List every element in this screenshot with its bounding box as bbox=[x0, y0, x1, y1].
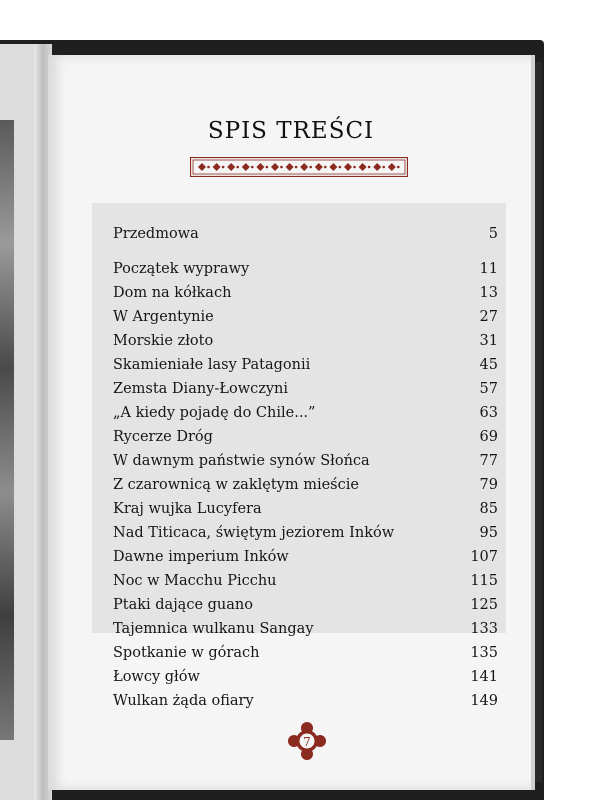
toc-entry-title: Przedmowa bbox=[113, 226, 199, 242]
toc-entry-title: Rycerze Dróg bbox=[113, 429, 213, 445]
toc-entry-page: 115 bbox=[470, 573, 498, 589]
toc-entry bbox=[113, 645, 498, 667]
toc-entry-title: Dawne imperium Inków bbox=[113, 549, 289, 565]
toc-entry bbox=[113, 333, 498, 355]
toc-entry-page: 69 bbox=[479, 429, 498, 445]
toc-entry bbox=[113, 309, 498, 331]
toc-entry-title: Kraj wujka Lucyfera bbox=[113, 501, 262, 517]
ornament-dot bbox=[266, 166, 269, 169]
ornament-motif bbox=[329, 163, 337, 171]
ornament-motif bbox=[227, 163, 235, 171]
toc-entry-title: Tajemnica wulkanu Sangay bbox=[113, 621, 314, 637]
toc-entry bbox=[113, 381, 498, 403]
toc-entry-title: Początek wyprawy bbox=[113, 261, 250, 277]
ornament-dot bbox=[222, 166, 225, 169]
emblem-digit: 7 bbox=[303, 735, 311, 749]
toc-entry-page: 135 bbox=[470, 645, 498, 661]
toc-entry-title: „A kiedy pojadę do Chile...” bbox=[113, 405, 316, 421]
toc-entry-page: 45 bbox=[479, 357, 498, 373]
toc-entry bbox=[113, 597, 498, 619]
toc-entry bbox=[113, 693, 498, 715]
toc-entry bbox=[113, 573, 498, 595]
toc-entry-title: Nad Titicaca, świętym jeziorem Inków bbox=[113, 525, 395, 541]
ornament-motif bbox=[300, 163, 308, 171]
toc-entry-page: 85 bbox=[479, 501, 498, 517]
toc-entry-title: Morskie złoto bbox=[113, 333, 214, 349]
toc-entry-page: 79 bbox=[479, 477, 498, 493]
ornament-dot bbox=[353, 166, 356, 169]
toc-entry-page: 27 bbox=[479, 309, 498, 325]
toc-entry-title: Łowcy głów bbox=[113, 669, 200, 685]
ornament-motif bbox=[213, 163, 221, 171]
toc-entry-title: W dawnym państwie synów Słońca bbox=[113, 453, 370, 469]
ornament-motif bbox=[344, 163, 352, 171]
toc-entry bbox=[113, 226, 498, 248]
toc-entry bbox=[113, 405, 498, 427]
ornament-motif bbox=[388, 163, 396, 171]
toc-entry-title: Wulkan żąda ofiary bbox=[113, 693, 254, 709]
ornament-motif bbox=[271, 163, 279, 171]
toc-entry-page: 13 bbox=[479, 285, 498, 301]
ornament-motif bbox=[359, 163, 367, 171]
toc-entry-page: 31 bbox=[479, 333, 498, 349]
toc-entry bbox=[113, 357, 498, 379]
ornament-dot bbox=[382, 166, 385, 169]
toc-entry-title: Zemsta Diany-Łowczyni bbox=[113, 381, 289, 397]
toc-entry-title: Ptaki dające guano bbox=[113, 597, 253, 613]
toc-entry bbox=[113, 621, 498, 643]
ornament-dot bbox=[295, 166, 298, 169]
ornament-dot bbox=[339, 166, 342, 169]
ornament-dot bbox=[207, 166, 210, 169]
left-page-photo bbox=[0, 120, 14, 740]
ornament-dot bbox=[397, 166, 400, 169]
toc-entry-page: 107 bbox=[470, 549, 498, 565]
ornament-motif bbox=[373, 163, 381, 171]
ornament-dot bbox=[251, 166, 254, 169]
toc-entry-page: 77 bbox=[479, 453, 498, 469]
ornament-dot bbox=[280, 166, 283, 169]
toc-entry-page: 57 bbox=[479, 381, 498, 397]
ornament-motif bbox=[242, 163, 250, 171]
toc-entry bbox=[113, 261, 498, 283]
book-spine bbox=[534, 62, 542, 782]
ornament-motif bbox=[286, 163, 294, 171]
toc-entry-page: 95 bbox=[479, 525, 498, 541]
ornament-dot bbox=[324, 166, 327, 169]
ornament-motif bbox=[198, 163, 206, 171]
toc-entry-page: 141 bbox=[470, 669, 498, 685]
decorative-border-ornament bbox=[190, 157, 408, 177]
toc-entry-title: Noc w Macchu Picchu bbox=[113, 573, 277, 589]
toc-entry bbox=[113, 429, 498, 451]
toc-entry-title: Dom na kółkach bbox=[113, 285, 232, 301]
toc-entry bbox=[113, 501, 498, 523]
toc-entry-title: Z czarownicą w zaklętym mieście bbox=[113, 477, 359, 493]
toc-entry-page: 133 bbox=[470, 621, 498, 637]
toc-entry-page: 149 bbox=[470, 693, 498, 709]
ornament-motif bbox=[315, 163, 323, 171]
toc-entry-title: Skamieniałe lasy Patagonii bbox=[113, 357, 311, 373]
toc-entry bbox=[113, 285, 498, 307]
ornament-dot bbox=[309, 166, 312, 169]
ornament-dot bbox=[236, 166, 239, 169]
toc-entry bbox=[113, 453, 498, 475]
page-title: SPIS TREŚCI bbox=[207, 118, 375, 144]
ornament-motif bbox=[256, 163, 264, 171]
toc-entry bbox=[113, 549, 498, 571]
ornament-dot bbox=[368, 166, 371, 169]
toc-entry-page: 11 bbox=[479, 261, 498, 277]
emblem-icon bbox=[285, 719, 329, 763]
toc-entry-page: 63 bbox=[479, 405, 498, 421]
toc-entry-page: 125 bbox=[470, 597, 498, 613]
toc-entry-page: 5 bbox=[488, 226, 498, 242]
toc-entry bbox=[113, 477, 498, 499]
toc-entry-title: Spotkanie w górach bbox=[113, 645, 260, 661]
page-edge bbox=[531, 55, 535, 790]
toc-entry-title: W Argentynie bbox=[113, 309, 214, 325]
toc-entry bbox=[113, 525, 498, 547]
toc-entry bbox=[113, 669, 498, 691]
